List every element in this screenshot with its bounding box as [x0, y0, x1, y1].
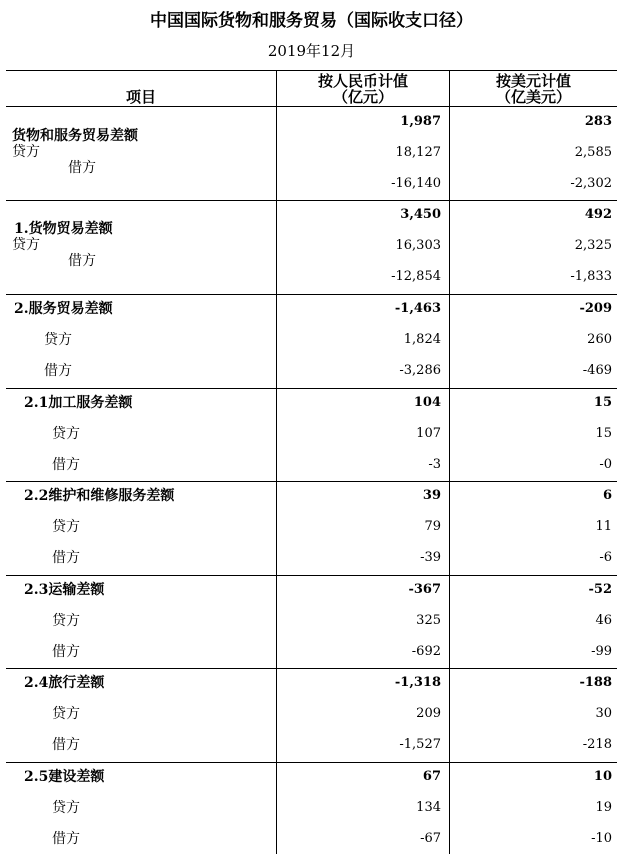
- section-divider: [6, 200, 617, 201]
- credit-label: 贷方: [12, 144, 40, 160]
- section-title: 2.5建设差额: [24, 769, 105, 785]
- debit-cny-value: -1,527: [399, 737, 441, 752]
- debit-label: 借方: [68, 160, 96, 176]
- debit-usd-value: -10: [591, 831, 612, 846]
- credit-cny-value: 16,303: [395, 238, 441, 253]
- credit-label: 贷方: [12, 237, 40, 253]
- balance-cny-value: 67: [422, 769, 441, 784]
- balance-cny-value: -1,318: [394, 675, 441, 690]
- balance-usd-value: 492: [584, 207, 612, 222]
- credit-label: 贷方: [52, 613, 80, 629]
- credit-usd-value: 260: [587, 332, 612, 347]
- debit-label: 借方: [44, 363, 72, 379]
- header-top-rule: [6, 70, 617, 71]
- credit-usd-value: 19: [595, 800, 612, 815]
- section-title: 2.3运输差额: [24, 582, 105, 598]
- section-divider: [6, 668, 617, 669]
- cny-header-line1: 按人民币计值: [317, 72, 408, 90]
- debit-label: 借方: [52, 737, 80, 753]
- balance-usd-value: 283: [584, 114, 612, 129]
- balance-cny-value: -1,463: [394, 301, 441, 316]
- section-title: 2.1加工服务差额: [24, 395, 133, 411]
- balance-usd-value: 6: [602, 488, 612, 503]
- section-title: 货物和服务贸易差额: [12, 128, 138, 144]
- balance-cny-value: 39: [422, 488, 441, 503]
- balance-usd-value: -188: [579, 675, 612, 690]
- credit-usd-value: 15: [595, 426, 612, 441]
- section-divider: [6, 481, 617, 482]
- section-divider: [6, 762, 617, 763]
- balance-usd-value: 15: [593, 395, 612, 410]
- balance-cny-value: 1,987: [400, 114, 441, 129]
- debit-cny-value: -12,854: [391, 269, 441, 284]
- balance-cny-value: 104: [413, 395, 441, 410]
- credit-label: 贷方: [52, 706, 80, 722]
- credit-label: 贷方: [52, 800, 80, 816]
- section-divider: [6, 294, 617, 295]
- debit-cny-value: -39: [420, 550, 441, 565]
- credit-usd-value: 46: [595, 613, 612, 628]
- debit-label: 借方: [52, 457, 80, 473]
- debit-cny-value: -3: [428, 457, 441, 472]
- credit-cny-value: 1,824: [403, 332, 441, 347]
- section-title: 2.4旅行差额: [24, 675, 105, 691]
- balance-cny-value: 3,450: [400, 207, 441, 222]
- credit-usd-value: 2,585: [574, 145, 612, 160]
- credit-cny-value: 79: [424, 519, 441, 534]
- debit-usd-value: -2,302: [570, 176, 612, 191]
- balance-usd-value: -209: [579, 301, 612, 316]
- debit-usd-value: -218: [582, 737, 612, 752]
- item-header: 项目: [125, 88, 156, 106]
- credit-cny-value: 107: [416, 426, 441, 441]
- column-divider-usd: [449, 70, 450, 854]
- section-title: 2.服务贸易差额: [14, 301, 113, 317]
- credit-label: 贷方: [52, 426, 80, 442]
- credit-usd-value: 11: [595, 519, 612, 534]
- period-subtitle: 2019年12月: [267, 42, 356, 60]
- credit-cny-value: 209: [416, 706, 441, 721]
- credit-label: 贷方: [44, 332, 72, 348]
- credit-cny-value: 18,127: [395, 145, 441, 160]
- usd-header-line2: （亿美元）: [495, 88, 571, 106]
- balance-usd-value: 10: [593, 769, 612, 784]
- balance-cny-value: -367: [408, 582, 441, 597]
- debit-usd-value: -469: [582, 363, 612, 378]
- section-title: 2.2维护和维修服务差额: [24, 488, 175, 504]
- credit-usd-value: 30: [595, 706, 612, 721]
- section-title: 1.货物贸易差额: [14, 221, 113, 237]
- section-divider: [6, 388, 617, 389]
- column-divider-cny: [276, 70, 277, 854]
- header-bottom-rule: [6, 106, 617, 107]
- debit-cny-value: -67: [420, 831, 441, 846]
- debit-label: 借方: [68, 253, 96, 269]
- debit-usd-value: -1,833: [570, 269, 612, 284]
- debit-label: 借方: [52, 831, 80, 847]
- debit-cny-value: -3,286: [399, 363, 441, 378]
- credit-label: 贷方: [52, 519, 80, 535]
- debit-usd-value: -0: [599, 457, 612, 472]
- usd-header-line1: 按美元计值: [495, 72, 571, 90]
- balance-usd-value: -52: [588, 582, 612, 597]
- debit-cny-value: -16,140: [391, 176, 441, 191]
- cny-header-line2: （亿元）: [332, 88, 393, 106]
- debit-usd-value: -6: [599, 550, 612, 565]
- credit-usd-value: 2,325: [574, 238, 612, 253]
- credit-cny-value: 134: [416, 800, 441, 815]
- debit-cny-value: -692: [411, 644, 441, 659]
- credit-cny-value: 325: [416, 613, 441, 628]
- debit-usd-value: -99: [591, 644, 612, 659]
- debit-label: 借方: [52, 550, 80, 566]
- table-title: 中国国际货物和服务贸易（国际收支口径）: [150, 11, 473, 31]
- section-divider: [6, 575, 617, 576]
- debit-label: 借方: [52, 644, 80, 660]
